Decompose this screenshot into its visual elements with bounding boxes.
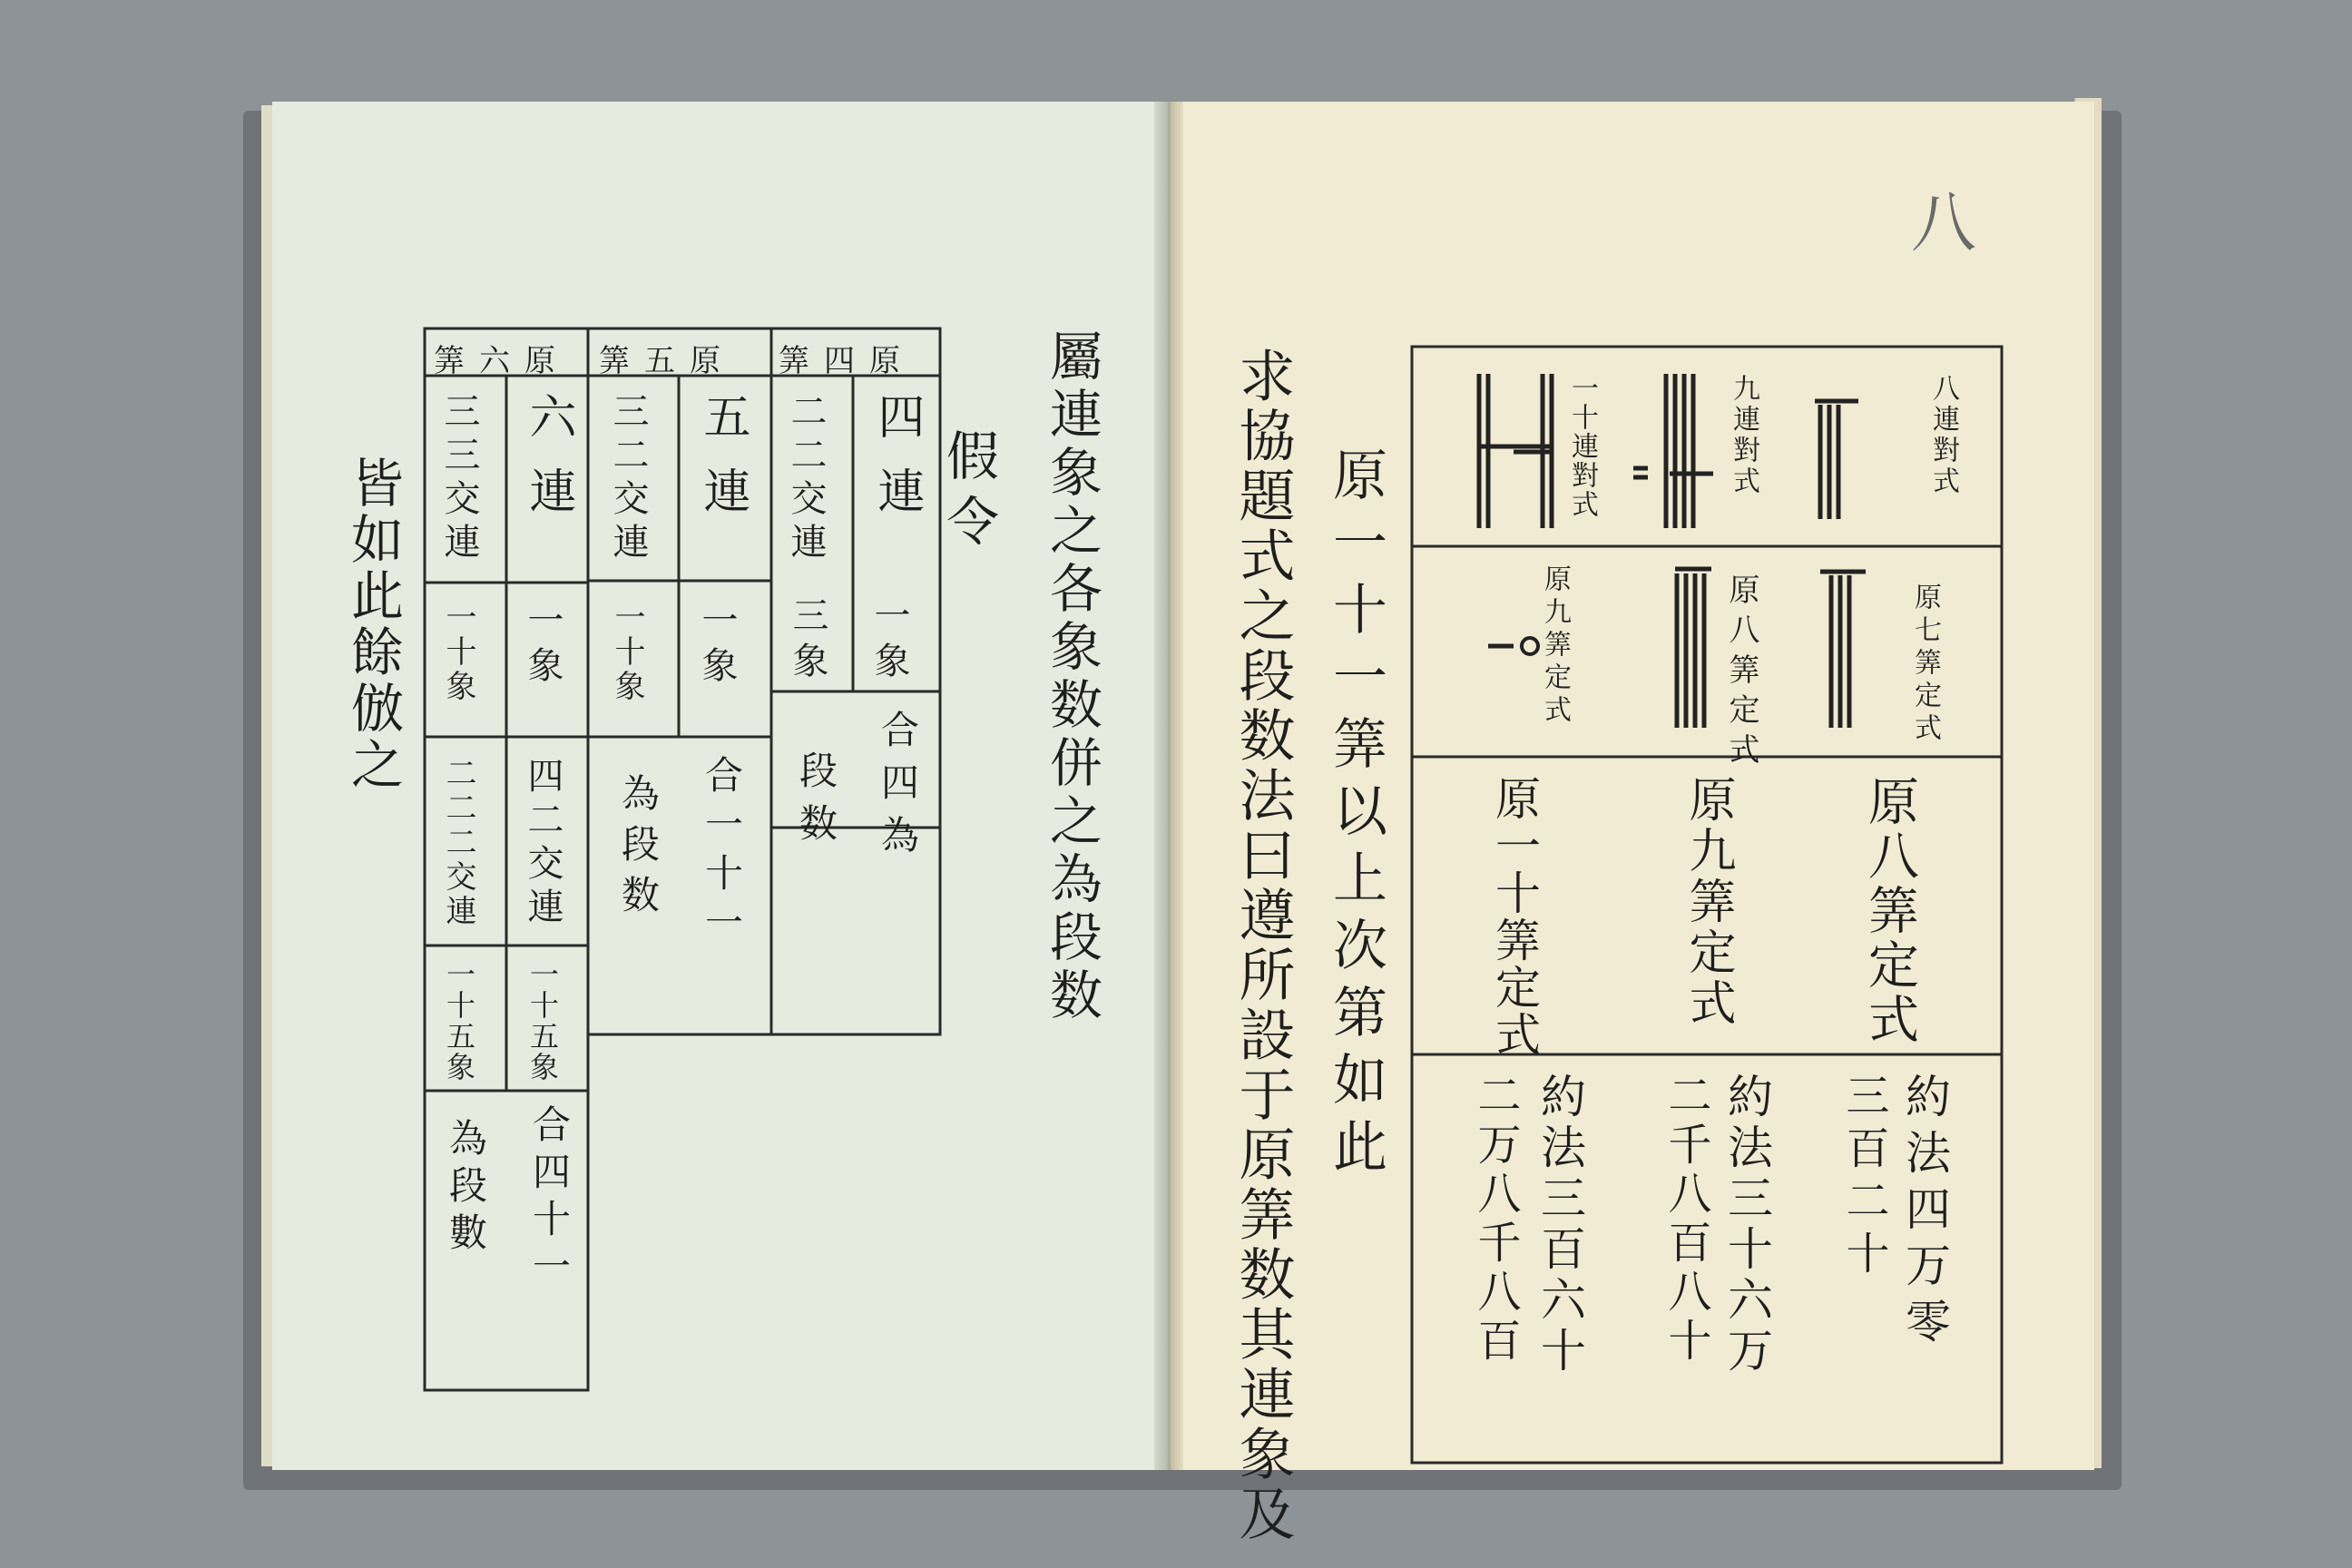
table2-jiao: 三二交連: [607, 392, 649, 566]
table3-xiang2-a: 一十五象: [525, 959, 560, 1083]
table1-xiang-a: 一象: [868, 596, 910, 687]
right-table-grid: [1169, 102, 2094, 1470]
col3-yue: 約法三百六十: [1534, 1073, 1586, 1377]
table2-total: 合一十一: [700, 755, 744, 951]
table3-xiang2-b: 一十五象: [442, 959, 476, 1083]
col1-dui-label: 八連對式: [1927, 374, 1959, 497]
left-heading: 屬連象之各象数併之為段数: [1041, 328, 1102, 1025]
right-page: [1169, 102, 2094, 1544]
col3-name: 原一十筭定式: [1488, 775, 1541, 1058]
col3-yue2: 二万八千八百: [1470, 1073, 1521, 1367]
col2-yue2: 二千八百八十: [1661, 1073, 1711, 1367]
col2-yue: 約法三十六万: [1720, 1073, 1773, 1377]
col2-name: 原九筭定式: [1681, 775, 1735, 1029]
table1-header: 原四筭: [779, 343, 915, 379]
left-closing: 皆如此餘倣之: [342, 456, 404, 793]
jiaring-label: 假令: [937, 428, 999, 559]
table3-xiang-a: 一象: [522, 601, 564, 691]
right-col1: 求協題式之段数法曰遵所設于原筭数其連象及: [1230, 347, 1296, 1544]
col2-ding-label: 原八筭定式: [1723, 573, 1759, 773]
col1-ding-label: 原七筭定式: [1909, 583, 1941, 746]
col1-name: 原八筭定式: [1860, 775, 1919, 1047]
table2-xiang-b: 一十象: [609, 601, 645, 704]
table1-duan: 段数: [794, 750, 838, 856]
table3-jiao2-a: 四二交連: [522, 757, 564, 931]
left-page: [272, 102, 1169, 1470]
table2-header: 原五筭: [599, 343, 735, 379]
page-number-mark: 八: [1900, 188, 1976, 253]
table3-header: 原六筭: [434, 343, 570, 379]
table3-duan: 為段數: [444, 1118, 488, 1259]
book-gutter: [1154, 102, 1183, 1470]
table3-jiao: 三三交連: [438, 392, 480, 566]
col1-yue2: 三百二十: [1838, 1073, 1889, 1283]
table3-jiao2-b: 二二二交連: [440, 757, 476, 929]
table1-lian: 四連: [869, 392, 924, 541]
col1-yue: 約法四万零: [1898, 1073, 1951, 1354]
col2-dui-label: 九連對式: [1728, 374, 1759, 497]
col3-ding-label: 原九筭定式: [1539, 564, 1571, 728]
table1-jiao: 二二交連: [785, 392, 827, 566]
right-col2: 原一十一筭以上次第如此: [1324, 446, 1387, 1185]
table2-lian: 五連: [695, 392, 750, 541]
table2-xiang-a: 一象: [696, 601, 738, 691]
table3-total: 合四十一: [527, 1104, 572, 1293]
table3-lian: 六連: [521, 392, 575, 541]
col3-dui-label: 一十連對式: [1566, 374, 1598, 519]
table2-duan: 為段数: [616, 773, 661, 926]
table1-total: 合四為: [876, 710, 920, 867]
table3-xiang-b: 一十象: [440, 601, 476, 704]
table1-xiang-b: 三象: [787, 596, 828, 687]
